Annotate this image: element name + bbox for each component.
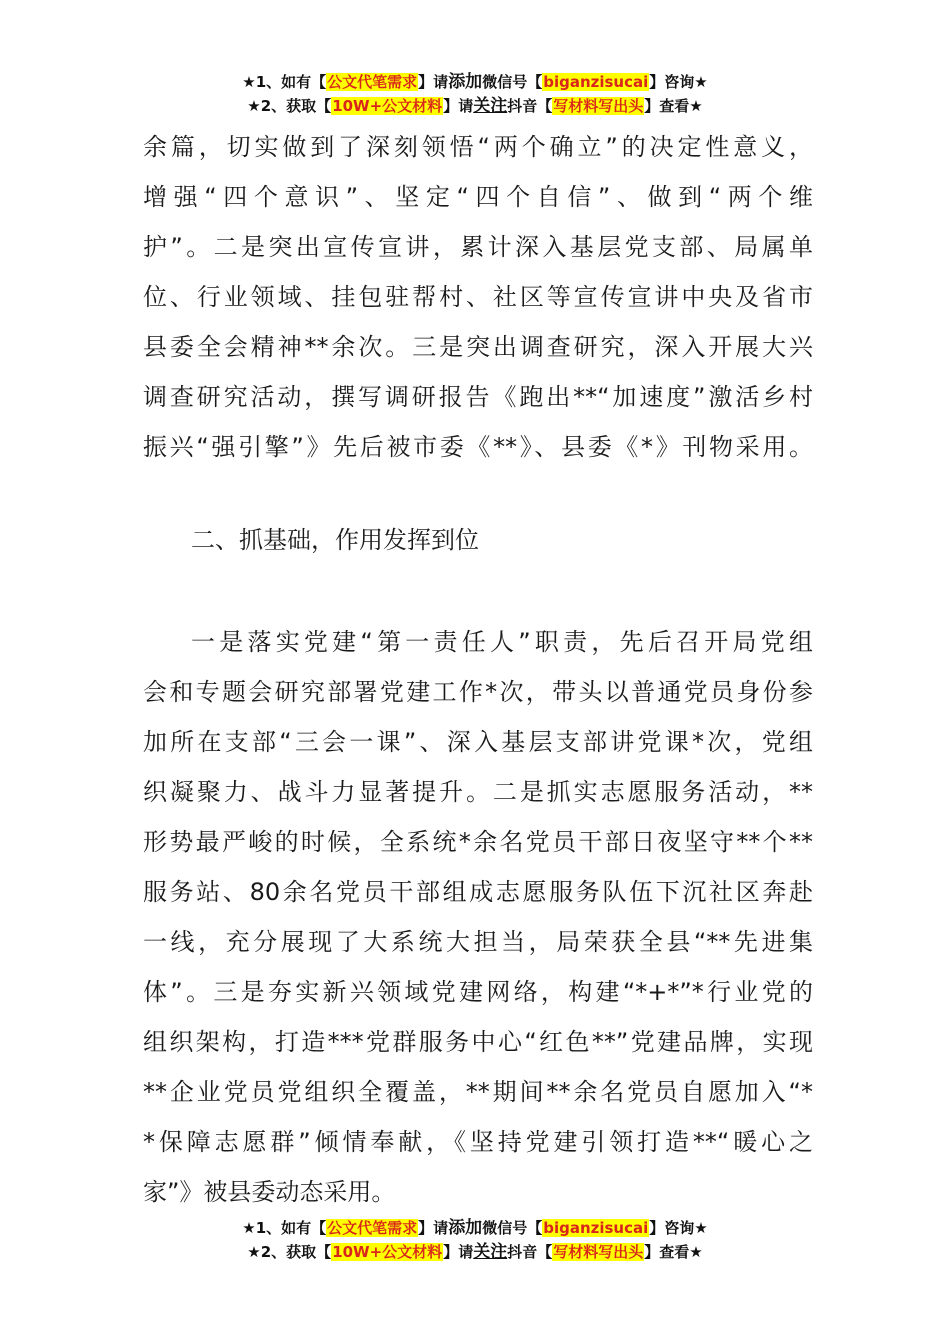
paragraph-line: 一线，充分展现了大系统大担当，局荣获全县“**先进集 — [143, 928, 813, 956]
paragraph-line: *保障志愿群”倾情奉献，《坚持党建引领打造**“暖心之 — [143, 1128, 813, 1156]
promo-highlight-wechat: biganzisucai — [543, 1219, 649, 1237]
promo-highlight-douyin: 写材料写出头 — [553, 97, 644, 115]
paragraph-line: 家”》被县委动态采用。 — [143, 1178, 396, 1206]
paragraph-line: **企业党员党组织全覆盖，**期间**余名党员自愿加入“* — [143, 1078, 813, 1106]
section-heading: 二、抓基础，作用发挥到位 — [191, 526, 479, 554]
promo-highlight-service: 公文代笔需求 — [327, 73, 418, 91]
paragraph-line: 振兴“强引擎”》先后被市委《**》、县委《*》刊物采用。 — [143, 433, 813, 461]
promo-line-1: ★1、如有【公文代笔需求】请添加微信号【biganzisucai】咨询★ — [242, 1218, 708, 1238]
paragraph-line: 组织架构，打造***党群服务中心“红色**”党建品牌，实现 — [143, 1028, 813, 1056]
paragraph-line: 增强“四个意识”、坚定“四个自信”、做到“两个维 — [143, 183, 813, 211]
paragraph-line: 一是落实党建“第一责任人”职责，先后召开局党组 — [191, 628, 813, 656]
paragraph-line: 位、行业领域、挂包驻帮村、社区等宣传宣讲中央及省市 — [143, 283, 813, 311]
paragraph-line: 护”。二是突出宣传宣讲，累计深入基层党支部、局属单 — [143, 233, 813, 261]
promo-highlight-wechat: biganzisucai — [543, 73, 649, 91]
promo-highlight-service: 公文代笔需求 — [327, 1219, 418, 1237]
promo-line-1: ★1、如有【公文代笔需求】请添加微信号【biganzisucai】咨询★ — [242, 72, 708, 92]
paragraph-line: 县委全会精神**余次。三是突出调查研究，深入开展大兴 — [143, 333, 813, 361]
promo-footer — [0, 1216, 950, 1264]
promo-highlight-douyin: 写材料写出头 — [553, 1243, 644, 1261]
promo-line-2: ★2、获取【10W+公文材料】请关注抖音【写材料写出头】查看★ — [247, 96, 703, 116]
paragraph-line: 织凝聚力、战斗力显著提升。二是抓实志愿服务活动，** — [143, 778, 813, 806]
paragraph-line: 调查研究活动，撰写调研报告《跑出**“加速度”激活乡村 — [143, 383, 813, 411]
paragraph-line: 余篇，切实做到了深刻领悟“两个确立”的决定性意义， — [143, 133, 813, 161]
paragraph-line: 形势最严峻的时候，全系统*余名党员干部日夜坚守**个** — [143, 828, 813, 856]
paragraph-line: 加所在支部“三会一课”、深入基层支部讲党课*次，党组 — [143, 728, 813, 756]
paragraph-line: 服务站、80余名党员干部组成志愿服务队伍下沉社区奔赴 — [143, 878, 813, 906]
body-paragraph-1 — [143, 122, 813, 472]
promo-header — [0, 70, 950, 118]
promo-line-2: ★2、获取【10W+公文材料】请关注抖音【写材料写出头】查看★ — [247, 1242, 703, 1262]
promo-highlight-materials: 10W+公文材料 — [332, 1243, 443, 1261]
paragraph-line: 会和专题会研究部署党建工作*次，带头以普通党员身份参 — [143, 678, 813, 706]
body-paragraph-2 — [143, 617, 813, 1217]
promo-highlight-materials: 10W+公文材料 — [332, 97, 443, 115]
paragraph-line: 体”。三是夯实新兴领域党建网络，构建“*+*”*行业党的 — [143, 978, 813, 1006]
